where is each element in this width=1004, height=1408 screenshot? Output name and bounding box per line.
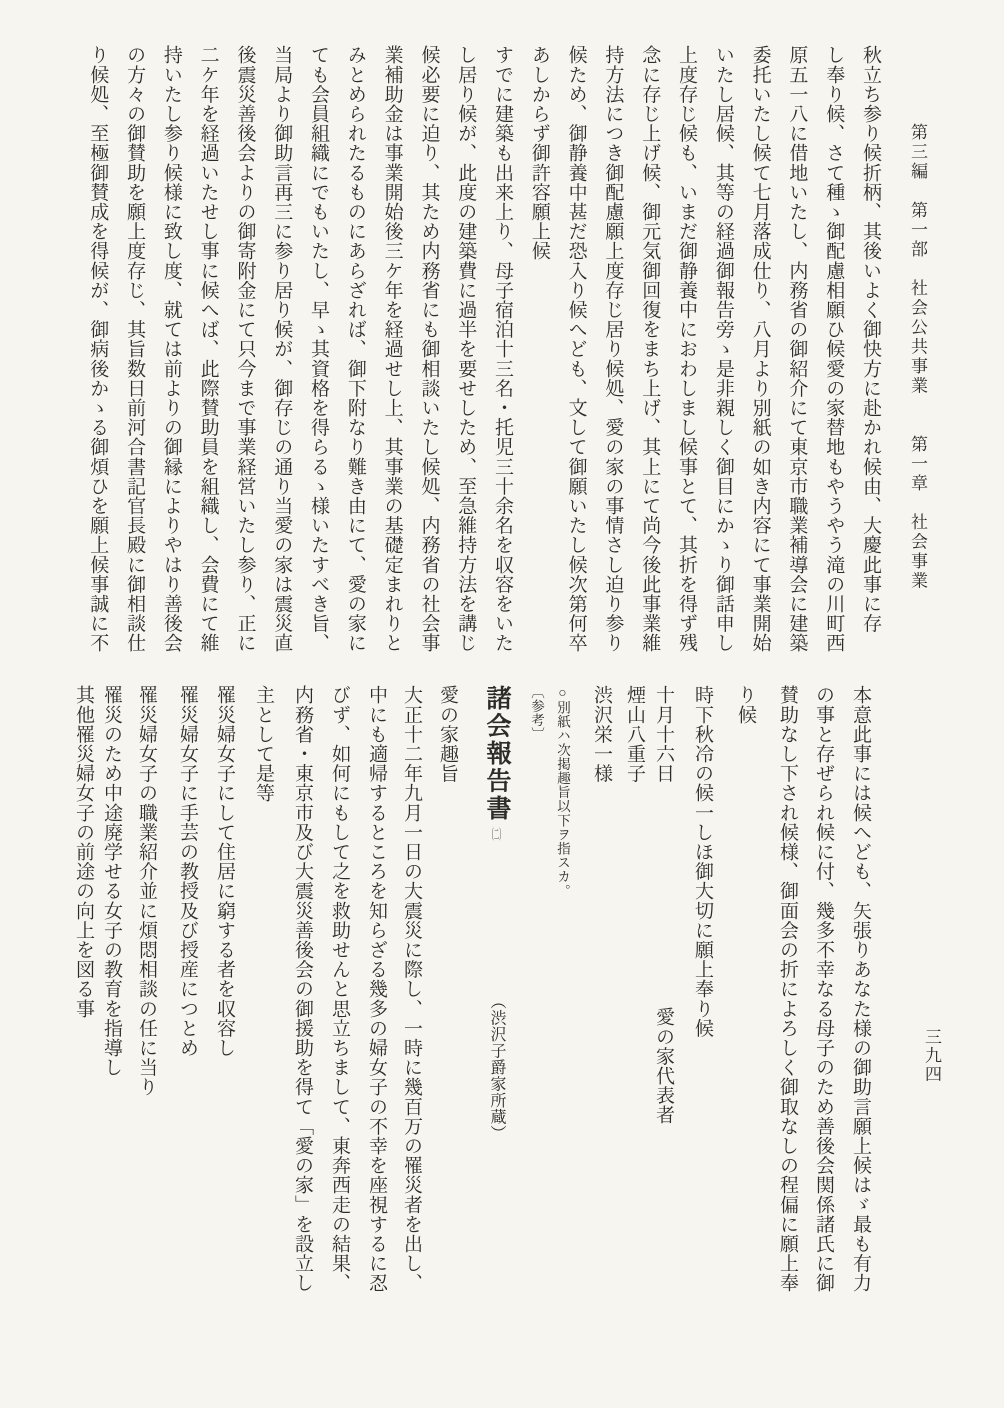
letter-column: り候処、至極御賛成を得候が、御病後かゝる御煩ひを願上候事誠に不 xyxy=(87,45,109,653)
editor-note: ○別紙ハ次掲趣旨以下ヲ指スカ。 xyxy=(555,685,570,898)
report-title-number: （二） xyxy=(488,828,505,843)
letter-column: 委托いたし候て七月落成仕り、八月より別紙の如き内容にて事業開始 xyxy=(749,45,771,653)
letter-column: 上度存じ候も、いまだ御静養中におわしまし候事とて、其折を得ず残 xyxy=(676,45,698,653)
closing-line: 賛助なし下され候様、御面会の折によろしく御取なしの程偏に願上奉 xyxy=(777,685,798,1293)
letter-body xyxy=(78,45,888,663)
reference-label: 〔参考〕 xyxy=(529,685,544,742)
running-head: 第三編 第一部 社会公共事業 第一章 社会事業 xyxy=(908,123,927,591)
report-list-item: 罹災婦女子の職業紹介並に煩悶相談の任に当り xyxy=(136,685,157,1097)
letter-column: ても会員組織にでもいたし、早ゝ其資格を得らるゝ様いたすべき旨、 xyxy=(308,45,330,653)
letter-column: 秋立ち参り候折柄、其後いよく御快方に赴かれ候由、大慶此事に存 xyxy=(860,45,881,633)
letter-column: 候ため、御静養中甚だ恐入り候へども、文して御願いたし候次第何卒 xyxy=(565,45,587,653)
letter-column: 持方法につき御配慮願上度存じ居り候処、愛の家の事情さし迫り参り xyxy=(602,45,624,653)
letter-column: し奉り候、さて種ゝ御配慮相願ひ候愛の家替地もやうやう滝の川町西 xyxy=(823,45,845,653)
letter-column: 候必要に迫り、其ため内務省にも御相談いたし候処、内務省の社会事 xyxy=(418,45,440,653)
letter-column: あしからず御許容願上候 xyxy=(528,45,550,261)
report-paragraph: びず、如何にもして之を救助せんと思立ちまして、東奔西走の結果、 xyxy=(329,685,350,1293)
report-paragraph: 主として是等 xyxy=(253,685,274,803)
page-number: 三九四 xyxy=(922,1028,941,1084)
closing-line: り候 xyxy=(735,685,756,725)
letter-column: いたし居候、其等の経過御報告旁ゝ是非親しく御目にかゝり御話申し xyxy=(712,45,734,653)
letter-column: 後震災善後会よりの御寄附金にて只今まで事業経営いたし参り、正に xyxy=(234,45,256,653)
date-line: 十月十六日 xyxy=(653,685,674,783)
letter-column: 原五一八に借地いたし、内務省の御紹介にて東京市職業補導会に建築 xyxy=(786,45,808,653)
letter-column: 持いたし参り候様に致し度、就ては前よりの御縁によりやはり善後会 xyxy=(160,45,182,653)
date-and-sender-title xyxy=(644,685,683,1305)
report-paragraph: 大正十二年九月一日の大震災に際し、一時に幾百万の罹災者を出し、 xyxy=(401,685,422,1293)
report-list-item: 罹災婦女子にして住居に窮する者を収容し xyxy=(214,685,235,1058)
letter-column: 二ケ年を経過いたせし事に候へば、此際賛助員を組織し、会費にて維 xyxy=(197,45,219,653)
report-list-item: 其他罹災婦女子の前途の向上を図る事 xyxy=(73,685,94,1019)
sender-title: 愛の家代表者 xyxy=(653,1007,674,1125)
letter-closing-and-report xyxy=(68,685,879,1305)
letter-column: 当局より御助言再三に参り居り候が、御存じの通り当愛の家は震災直 xyxy=(271,45,293,653)
closing-line: 本意此事には候へども、矢張りあなた様の御助言願上候はゞ最も有力 xyxy=(850,685,871,1293)
report-list-item: 罹災婦女子に手芸の教授及び授産につとめ xyxy=(177,685,198,1058)
letter-column: 念に存じ上げ候、御元気御回復をまち上げ、其上にて尚今後此事業維 xyxy=(639,45,661,653)
letter-column: すでに建築も出来上り、母子宿泊十三名・托児三十余名を収容をいた xyxy=(492,45,514,653)
letter-column: し居り候が、此度の建築費に過半を要せしため、至急維持方法を講じ xyxy=(455,45,477,653)
report-paragraph: 内務省・東京市及び大震災善後会の御援助を得て「愛の家」を設立し xyxy=(292,685,313,1293)
report-paragraph: 中にも適帰するところを知らざる幾多の婦女子の不幸を座視するに忍 xyxy=(366,685,387,1293)
report-list-item: 罹災のため中途廃学せる女子の教育を指導し xyxy=(101,685,122,1077)
letter-column: みとめられたるものにあらざれば、御下附なり難き由にて、愛の家に xyxy=(344,45,366,653)
closing-line: の事と存ぜられ候に付、幾多不幸なる母子のため善後会関係諸氏に御 xyxy=(813,685,834,1293)
closing-line: 時下秋冷の候一しほ御大切に願上奉り候 xyxy=(692,685,713,1038)
recipient-name: 渋沢栄一様 xyxy=(591,685,612,783)
letter-column: 業補助金は事業開始後三ケ年を経過せし上、其事業の基礎定まれりと xyxy=(381,45,403,653)
report-title-column xyxy=(466,685,526,1305)
sender-name: 煙山八重子 xyxy=(624,685,645,783)
report-title: 諸会報告書 xyxy=(483,685,510,823)
report-source: （渋沢子爵家所蔵） xyxy=(488,992,505,1141)
letter-column: の方々の御賛助を願上度存じ、其旨数日前河合書記官長殿に御相談仕 xyxy=(124,45,146,653)
report-subtitle: 愛の家趣旨 xyxy=(437,685,458,783)
